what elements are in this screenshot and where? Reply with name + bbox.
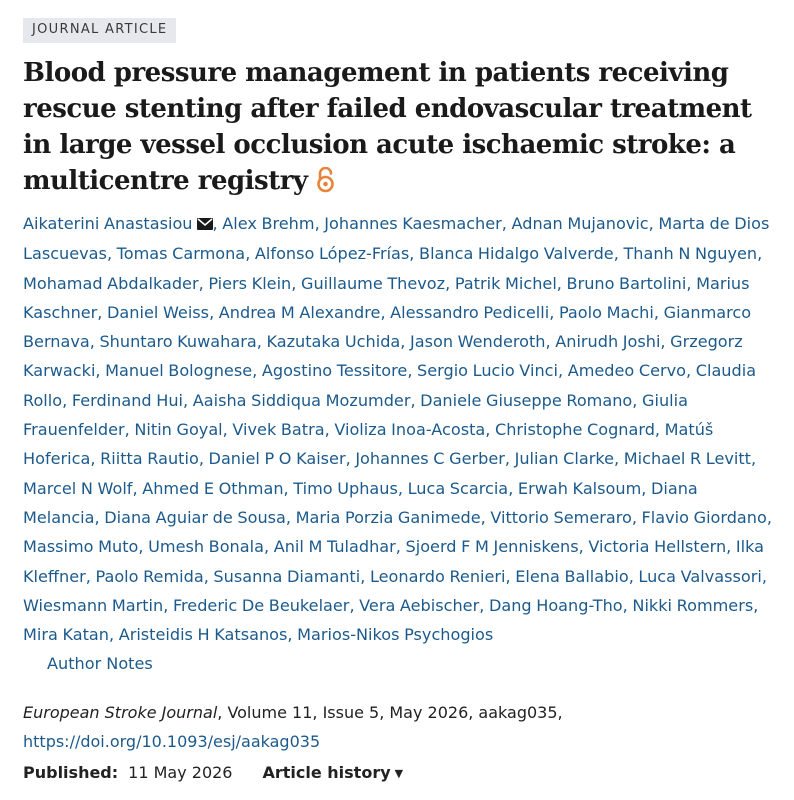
author-separator: , [245, 244, 255, 264]
author-link[interactable]: Aaisha Siddiqua Mozumder [192, 390, 411, 410]
author-link[interactable]: Violiza Inoa-Acosta [334, 420, 486, 440]
author-link[interactable]: Sjoerd F M Jenniskens [405, 537, 579, 557]
author-separator: , [256, 332, 267, 352]
author-link[interactable]: Wiesmann Martin [23, 595, 164, 615]
author-link[interactable]: Ilka Kleffner [23, 537, 765, 586]
author-link[interactable]: Ferdinand Hui [71, 390, 184, 410]
author-separator: , [287, 625, 298, 645]
article-header [23, 18, 775, 786]
author-separator: , [410, 390, 421, 410]
author-link[interactable]: Amedeo Cervo [567, 361, 686, 381]
author-link[interactable]: Daniele Giuseppe Romano [420, 390, 633, 410]
author-link[interactable]: Ahmed E Othman [142, 478, 284, 498]
author-link[interactable]: Matúš Hoferica [23, 420, 714, 469]
author-link[interactable]: Jason Wenderoth [410, 332, 546, 352]
author-list [23, 209, 775, 649]
author-separator: , [285, 507, 296, 527]
author-separator: , [163, 595, 173, 615]
author-separator: , [641, 478, 651, 498]
author-separator: , [345, 449, 356, 469]
envelope-icon[interactable] [197, 210, 213, 239]
author-link[interactable]: Sergio Lucio Vinci [417, 361, 558, 381]
author-link[interactable]: Anil M Tuladhar [273, 537, 396, 557]
author-separator: , [349, 595, 360, 615]
open-access-lock-icon [316, 167, 335, 203]
article-title [23, 55, 775, 203]
author-separator: , [479, 595, 489, 615]
author-link[interactable]: Luca Valvassori [638, 566, 762, 586]
author-separator: , [209, 302, 219, 322]
citation [23, 698, 775, 756]
author-link[interactable]: Marios-Nikos Psychogios [297, 625, 494, 645]
author-separator: , [314, 214, 325, 233]
author-link[interactable]: Vera Aebischer [359, 595, 480, 615]
author-separator: , [613, 244, 624, 264]
author-link[interactable]: Piers Klein [208, 273, 292, 293]
author-separator: , [252, 361, 262, 381]
author-link[interactable]: Alessandro Pedicelli [390, 302, 550, 322]
author-separator: , [198, 449, 209, 469]
author-link[interactable]: Marcel N Wolf [23, 478, 133, 498]
author-link[interactable]: Flavio Giordano [641, 507, 767, 527]
author-link[interactable]: Alex Brehm [222, 214, 315, 233]
author-link[interactable]: Diana Aguiar de Sousa [104, 507, 286, 527]
author-link[interactable]: Vivek Batra [232, 420, 325, 440]
author-link[interactable]: Blanca Hidalgo Valverde [419, 244, 614, 264]
author-link[interactable]: Claudia Rollo [23, 361, 757, 410]
author-link[interactable]: Gianmarco Bernava [23, 302, 752, 352]
author-link[interactable]: Dang Hoang-Tho [488, 595, 623, 615]
author-link[interactable]: Agostino Tessitore [261, 361, 408, 381]
author-separator: , [556, 273, 567, 293]
author-separator: , [263, 537, 274, 557]
author-link[interactable]: Elena Ballabio [515, 566, 629, 586]
author-link[interactable]: Luca Scarcia [407, 478, 509, 498]
published-date: 11 May 2026 [128, 763, 233, 783]
author-separator: , [94, 507, 105, 527]
author-separator: , [198, 273, 209, 293]
publication-info [23, 761, 775, 786]
author-separator: , [501, 214, 512, 233]
author-separator: , [203, 566, 214, 586]
author-link[interactable]: Guillaume Thevoz [301, 273, 446, 293]
author-separator: , [622, 595, 633, 615]
author-link[interactable]: Marius Kaschner [23, 273, 750, 322]
author-link[interactable]: Bruno Bartolini [566, 273, 687, 293]
author-link[interactable]: Erwah Kalsoum [517, 478, 642, 498]
author-separator: , [648, 214, 659, 233]
author-link[interactable]: Manuel Bolognese [105, 361, 253, 381]
article-type-badge: JOURNAL ARTICLE [23, 18, 176, 43]
author-separator: , [445, 273, 455, 293]
author-separator: , [108, 625, 119, 645]
author-separator: , [545, 332, 556, 352]
author-separator: , [409, 244, 420, 264]
doi-link[interactable]: https://doi.org/10.1093/esj/aakag035 [23, 732, 321, 752]
author-link[interactable]: Giulia Frauenfelder [23, 390, 688, 440]
article-history-label: Article history [262, 763, 391, 783]
author-link[interactable]: Adnan Mujanovic [511, 214, 649, 233]
author-separator: , [631, 507, 642, 527]
author-separator: , [660, 332, 671, 352]
journal-name: European Stroke Journal [23, 703, 218, 723]
author-separator: , [686, 273, 697, 293]
author-separator: , [95, 361, 106, 381]
article-history-toggle[interactable] [262, 763, 403, 782]
author-link[interactable]: Daniel P O Kaiser [208, 449, 346, 469]
author-link[interactable]: Julian Clarke [514, 449, 614, 469]
author-link[interactable]: Vittorio Semeraro [490, 507, 632, 527]
author-separator: , [508, 478, 518, 498]
author-link[interactable]: Massimo Muto [23, 537, 139, 557]
author-separator: , [632, 390, 642, 410]
author-link[interactable]: Frederic De Beukelaer [172, 595, 350, 615]
author-link[interactable]: Aikaterini Anastasiou [23, 214, 193, 233]
author-separator: , [222, 420, 233, 440]
author-separator: , [400, 332, 411, 352]
author-link[interactable]: Anirudh Joshi [555, 332, 661, 352]
author-link[interactable]: Aristeidis H Katsanos [118, 625, 288, 645]
author-separator: , [549, 302, 559, 322]
author-notes-link[interactable]: Author Notes [47, 654, 153, 674]
author-link[interactable]: Victoria Hellstern [588, 537, 727, 557]
published-label: Published: [23, 763, 119, 783]
author-link[interactable]: Michael R Levitt [623, 449, 751, 469]
author-separator: , [89, 332, 100, 352]
author-link[interactable]: Maria Porzia Ganimede [295, 507, 481, 527]
author-link[interactable]: Thanh N Nguyen [623, 244, 758, 264]
author-separator: , [761, 566, 767, 586]
author-separator: , [90, 449, 101, 469]
author-separator: , [480, 507, 491, 527]
author-link[interactable]: Nikki Rommers [632, 595, 754, 615]
citation-details: , Volume 11, Issue 5, May 2026, aakag035, [217, 703, 563, 723]
author-separator: , [212, 214, 223, 233]
author-separator: , [324, 420, 335, 440]
author-separator: , [578, 537, 589, 557]
author-separator: , [485, 420, 495, 440]
author-link[interactable]: Christophe Cognard [495, 420, 655, 440]
author-link[interactable]: Diana Melancia [23, 478, 698, 527]
author-separator: , [97, 302, 108, 322]
author-separator: , [380, 302, 391, 322]
author-link[interactable]: Johannes C Gerber [355, 449, 505, 469]
author-link[interactable]: Riitta Rautio [100, 449, 199, 469]
author-link[interactable]: Mira Katan [23, 625, 109, 645]
author-separator: , [124, 420, 135, 440]
author-separator: , [557, 361, 568, 381]
author-separator: , [614, 449, 624, 469]
author-link[interactable]: Timo Uphaus [293, 478, 398, 498]
author-link[interactable]: Susanna Diamanti [213, 566, 361, 586]
author-link[interactable]: Umesh Bonala [148, 537, 264, 557]
author-separator: , [628, 566, 639, 586]
author-link[interactable]: Paolo Machi [558, 302, 654, 322]
author-separator: , [132, 478, 143, 498]
author-separator: , [654, 420, 665, 440]
author-separator: , [686, 361, 696, 381]
author-link[interactable]: Daniel Weiss [107, 302, 210, 322]
author-link[interactable]: Johannes Kaesmacher [324, 214, 502, 233]
author-separator: , [283, 478, 294, 498]
author-link[interactable]: Patrik Michel [454, 273, 557, 293]
author-separator: , [653, 302, 664, 322]
author-link[interactable]: Nitin Goyal [134, 420, 223, 440]
author-separator: , [291, 273, 301, 293]
author-separator: , [106, 244, 117, 264]
author-link[interactable]: Paolo Remida [95, 566, 204, 586]
author-link[interactable]: Mohamad Abdalkader [23, 273, 199, 293]
author-separator: , [407, 361, 418, 381]
author-link[interactable]: Andrea M Alexandre [218, 302, 381, 322]
author-separator: , [85, 566, 96, 586]
author-link[interactable]: Kazutaka Uchida [266, 332, 401, 352]
author-link[interactable]: Marta de Dios Lascuevas [23, 214, 770, 264]
author-separator: , [751, 449, 757, 469]
author-separator: , [360, 566, 370, 586]
author-separator: , [62, 390, 72, 410]
author-separator: , [397, 478, 408, 498]
author-separator: , [183, 390, 193, 410]
author-link[interactable]: Tomas Carmona [116, 244, 246, 264]
author-separator: , [395, 537, 406, 557]
author-separator: , [504, 449, 515, 469]
author-separator: , [766, 507, 772, 527]
author-link[interactable]: Grzegorz Karwacki [23, 332, 743, 381]
author-link[interactable]: Leonardo Renieri [369, 566, 506, 586]
author-separator: , [505, 566, 516, 586]
author-separator: , [757, 244, 763, 264]
article-title-text: Blood pressure management in patients receiving rescue stenting after failed endovascular treatment in large vessel occlusion acute ischaemic stroke: a multicentre registry [23, 58, 752, 196]
author-link[interactable]: Shuntaro Kuwahara [99, 332, 257, 352]
author-link[interactable]: Alfonso López-Frías [254, 244, 410, 264]
caret-down-icon: ▼ [394, 767, 404, 781]
author-separator: , [726, 537, 736, 557]
author-separator: , [138, 537, 149, 557]
author-separator: , [753, 595, 759, 615]
